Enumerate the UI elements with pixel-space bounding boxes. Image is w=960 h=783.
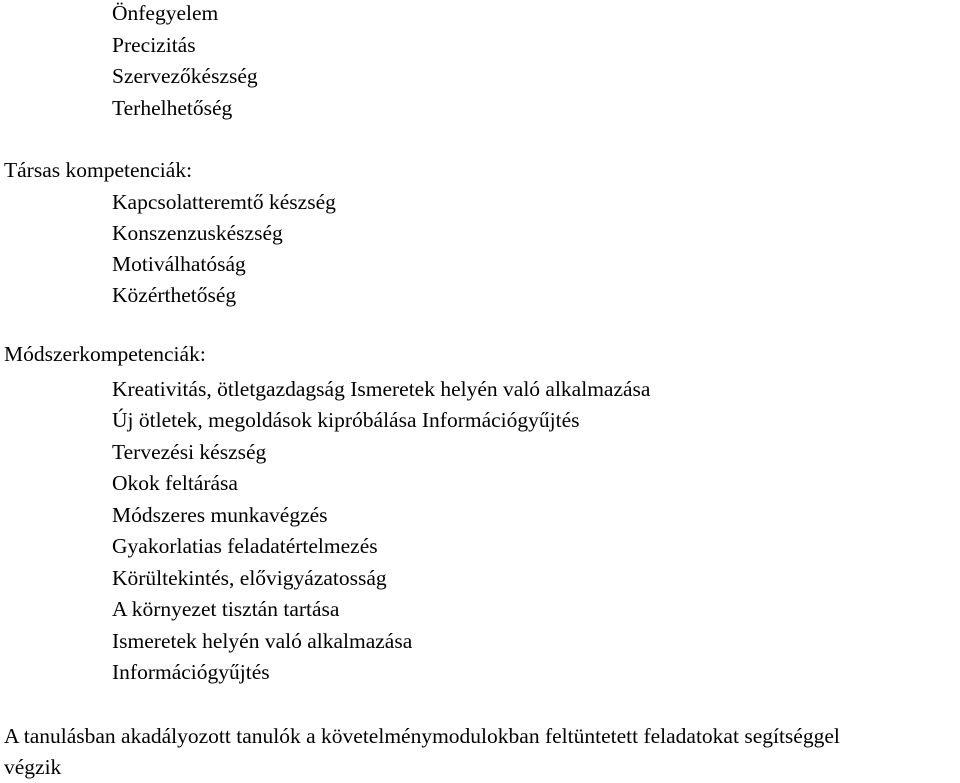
list-item: A környezet tisztán tartása (112, 597, 340, 621)
list-item: Motiválhatóság (112, 252, 246, 276)
closing-paragraph-line: A tanulásban akadályozott tanulók a követelménymodulokban feltüntetett feladatokat segítséggel (4, 724, 840, 748)
list-item: Tervezési készség (112, 440, 267, 464)
list-item: Körültekintés, elővigyázatosság (112, 566, 387, 590)
list-item: Kapcsolatteremtő készség (112, 190, 336, 214)
list-item: Okok feltárása (112, 471, 238, 495)
list-item: Szervezőkészség (112, 64, 258, 88)
section-heading-social: Társas kompetenciák: (4, 158, 193, 182)
list-item: Gyakorlatias feladatértelmezés (112, 534, 378, 558)
list-item: Kreativitás, ötletgazdagság Ismeretek helyén való alkalmazása (112, 377, 651, 401)
list-item: Önfegyelem (112, 1, 219, 25)
section-heading-method: Módszerkompetenciák: (4, 342, 206, 366)
list-item: Precizitás (112, 33, 196, 57)
closing-paragraph-line: végzik (4, 755, 62, 779)
list-item: Konszenzuskészség (112, 221, 283, 245)
list-item: Közérthetőség (112, 283, 237, 307)
list-item: Ismeretek helyén való alkalmazása (112, 629, 413, 653)
list-item: Információgyűjtés (112, 660, 270, 684)
list-item: Terhelhetőség (112, 96, 233, 120)
list-item: Módszeres munkavégzés (112, 503, 328, 527)
list-item: Új ötletek, megoldások kipróbálása Információgyűjtés (112, 408, 580, 432)
